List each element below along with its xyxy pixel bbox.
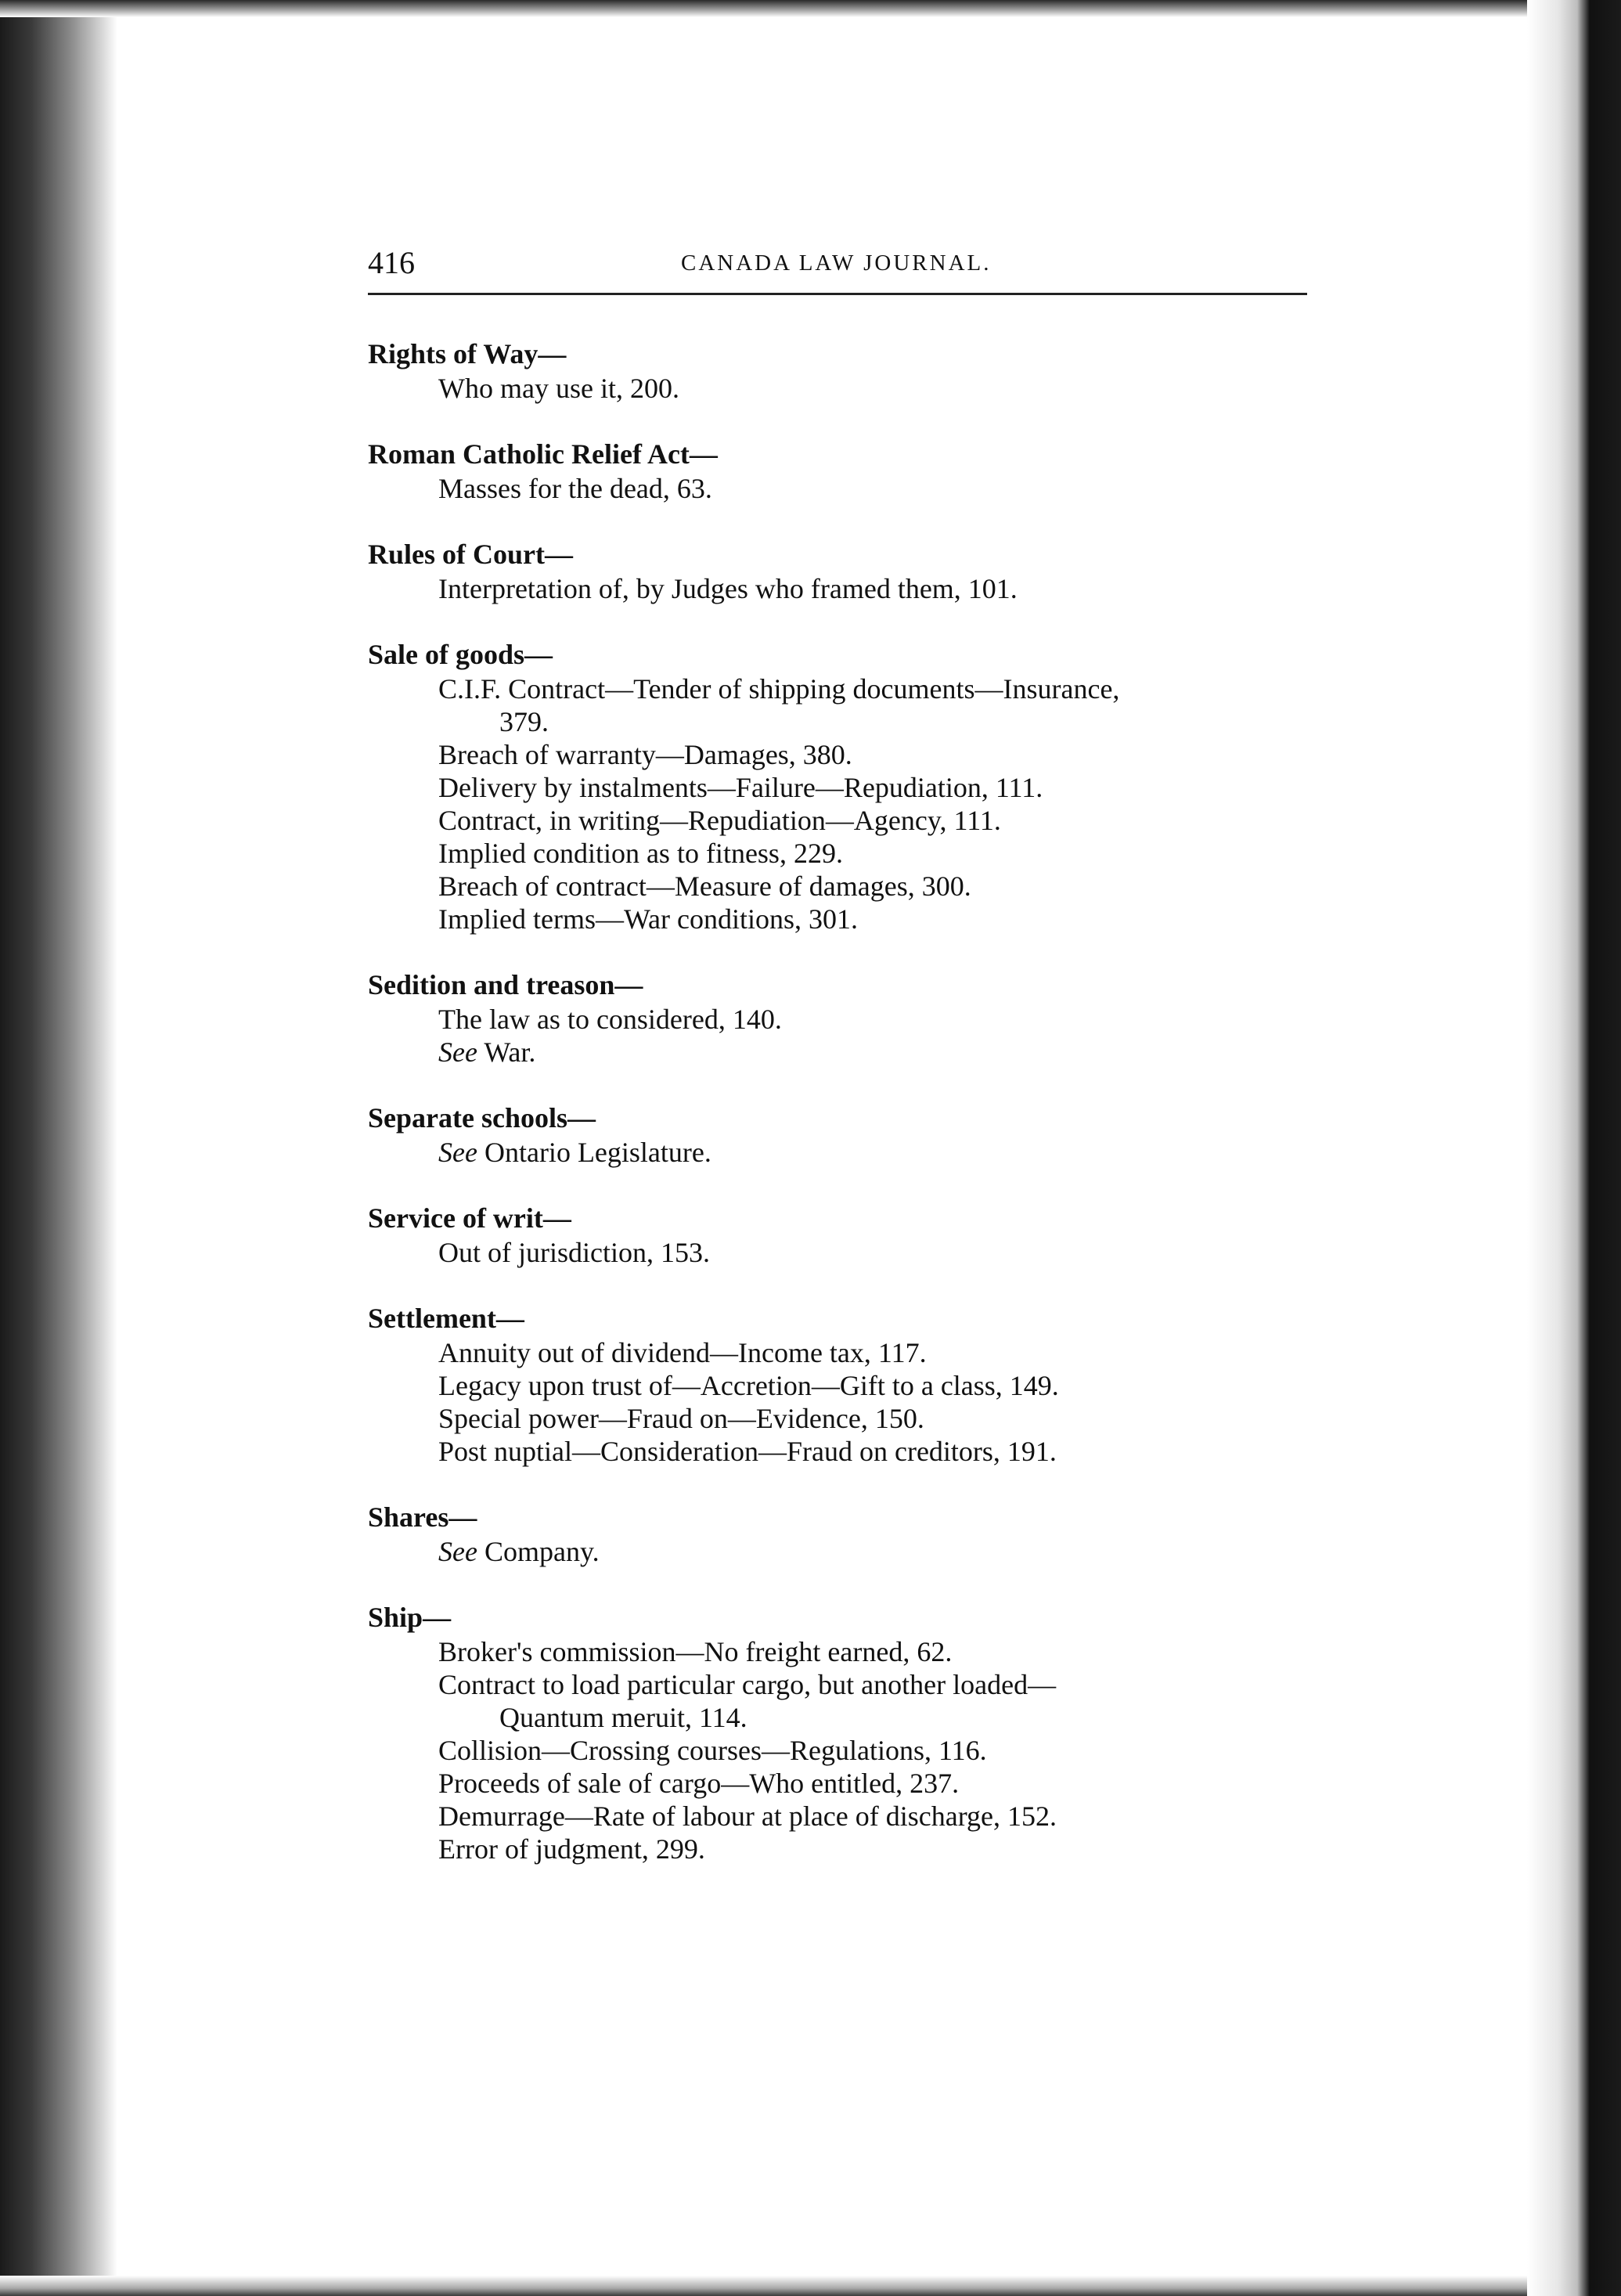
header-rule bbox=[368, 293, 1307, 295]
entry-subheading bbox=[368, 1435, 1331, 1468]
entry-text: Company. bbox=[477, 1536, 600, 1567]
entry-heading: Separate schools— bbox=[368, 1102, 596, 1134]
entry-heading: Shares— bbox=[368, 1501, 477, 1533]
entry-text: Demurrage—Rate of labour at place of discharge, 152. bbox=[438, 1800, 1057, 1832]
entry-subheading bbox=[368, 1036, 1331, 1069]
book-page bbox=[368, 235, 1331, 1897]
see-reference: See bbox=[438, 1036, 477, 1068]
index-entry bbox=[368, 336, 1331, 405]
entry-subheading bbox=[368, 1136, 1331, 1169]
entry-text: The law as to considered, 140. bbox=[438, 1004, 782, 1035]
entry-subheading bbox=[368, 1336, 1331, 1369]
entry-text: Who may use it, 200. bbox=[438, 373, 679, 404]
entry-text: Special power—Fraud on—Evidence, 150. bbox=[438, 1403, 924, 1434]
index-entry bbox=[368, 636, 1331, 935]
index-entry bbox=[368, 967, 1331, 1069]
entry-subheading bbox=[368, 372, 1331, 405]
entry-text: Breach of warranty—Damages, 380. bbox=[438, 739, 852, 770]
entry-subheading bbox=[368, 1369, 1331, 1402]
entry-subheading bbox=[368, 738, 1331, 771]
entry-subheading bbox=[368, 870, 1331, 903]
entry-subheading bbox=[368, 1402, 1331, 1435]
entry-text: Masses for the dead, 63. bbox=[438, 473, 712, 504]
index-entry bbox=[368, 1300, 1331, 1468]
entry-heading: Roman Catholic Relief Act— bbox=[368, 438, 718, 470]
running-head bbox=[368, 235, 1331, 282]
entry-subheading bbox=[368, 1535, 1331, 1568]
entry-text: Contract to load particular cargo, but another loaded— bbox=[438, 1669, 1057, 1700]
entry-text: Breach of contract—Measure of damages, 300. bbox=[438, 870, 971, 902]
entry-text: C.I.F. Contract—Tender of shipping documents—Insurance, bbox=[438, 673, 1120, 705]
entry-text: Implied condition as to fitness, 229. bbox=[438, 838, 843, 869]
entry-heading: Ship— bbox=[368, 1602, 452, 1633]
entry-continuation: Quantum meruit, 114. bbox=[499, 1702, 747, 1733]
entry-text: War. bbox=[477, 1036, 536, 1068]
entry-subheading bbox=[368, 837, 1331, 870]
entry-heading: Settlement— bbox=[368, 1303, 524, 1334]
entry-subheading bbox=[368, 672, 1331, 738]
entry-subheading bbox=[368, 1668, 1331, 1734]
index-entry bbox=[368, 1499, 1331, 1568]
entry-text: Out of jurisdiction, 153. bbox=[438, 1237, 710, 1268]
entry-text: Legacy upon trust of—Accretion—Gift to a class, 149. bbox=[438, 1370, 1059, 1401]
entry-subheading bbox=[368, 472, 1331, 505]
entry-text: Interpretation of, by Judges who framed them, 101. bbox=[438, 573, 1018, 604]
entry-text: Ontario Legislature. bbox=[477, 1137, 711, 1168]
entry-subheading bbox=[368, 572, 1331, 605]
scan-right-edge bbox=[1527, 0, 1621, 2296]
entry-heading: Sedition and treason— bbox=[368, 969, 643, 1000]
entry-text: Post nuptial—Consideration—Fraud on creditors, 191. bbox=[438, 1436, 1057, 1467]
index-entries bbox=[368, 336, 1331, 1865]
entry-heading: Rights of Way— bbox=[368, 338, 567, 369]
entry-subheading bbox=[368, 1635, 1331, 1668]
entry-text: Annuity out of dividend—Income tax, 117. bbox=[438, 1337, 927, 1368]
scan-top-edge bbox=[0, 0, 1621, 17]
entry-text: Collision—Crossing courses—Regulations, 116. bbox=[438, 1735, 987, 1766]
index-entry bbox=[368, 1599, 1331, 1865]
see-reference: See bbox=[438, 1137, 477, 1168]
entry-text: Contract, in writing—Repudiation—Agency, 111. bbox=[438, 805, 1001, 836]
entry-heading: Rules of Court— bbox=[368, 539, 573, 570]
index-entry bbox=[368, 1100, 1331, 1169]
entry-continuation: 379. bbox=[499, 706, 549, 737]
entry-heading: Sale of goods— bbox=[368, 639, 553, 670]
entry-text: Error of judgment, 299. bbox=[438, 1833, 705, 1865]
scan-bottom-edge bbox=[0, 2276, 1558, 2296]
entry-subheading bbox=[368, 771, 1331, 804]
page-number: 416 bbox=[368, 245, 415, 280]
entry-text: Delivery by instalments—Failure—Repudiation, 111. bbox=[438, 772, 1043, 803]
entry-subheading bbox=[368, 903, 1331, 935]
entry-text: Proceeds of sale of cargo—Who entitled, 237. bbox=[438, 1768, 960, 1799]
see-reference: See bbox=[438, 1536, 477, 1567]
journal-title: CANADA LAW JOURNAL. bbox=[681, 251, 992, 276]
entry-text: Implied terms—War conditions, 301. bbox=[438, 903, 859, 935]
entry-heading: Service of writ— bbox=[368, 1202, 571, 1234]
index-entry bbox=[368, 1200, 1331, 1269]
entry-subheading bbox=[368, 1767, 1331, 1800]
entry-subheading bbox=[368, 1734, 1331, 1767]
entry-subheading bbox=[368, 1003, 1331, 1036]
entry-text: Broker's commission—No freight earned, 62. bbox=[438, 1636, 953, 1667]
entry-subheading bbox=[368, 1833, 1331, 1865]
entry-subheading bbox=[368, 1236, 1331, 1269]
entry-subheading bbox=[368, 1800, 1331, 1833]
index-entry bbox=[368, 536, 1331, 605]
entry-subheading bbox=[368, 804, 1331, 837]
index-entry bbox=[368, 436, 1331, 505]
scan-left-edge bbox=[0, 0, 117, 2296]
